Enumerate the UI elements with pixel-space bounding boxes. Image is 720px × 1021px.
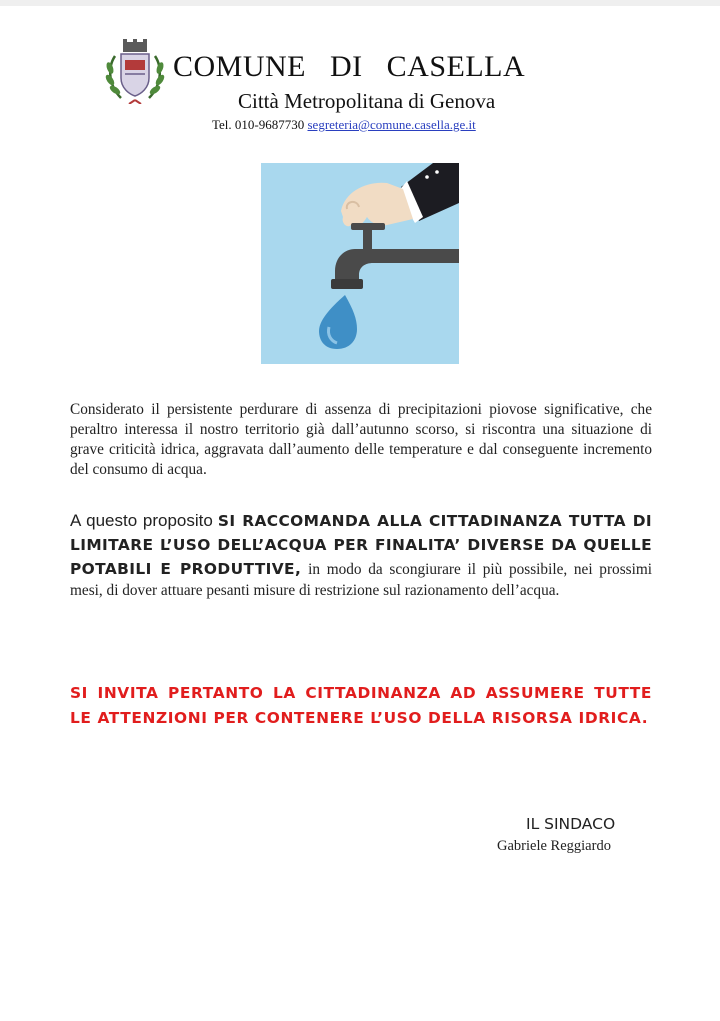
top-edge-bar <box>0 0 720 6</box>
dripping-tap-icon <box>261 163 459 364</box>
paragraph-recommendation <box>70 509 652 601</box>
recommendation-emphasis: SI RACCOMANDA ALLA CITTADINANZA TUTTA DI LIMITARE L’USO DELL’ACQUA PER FINALITA’ DIVERSE DA QUELLE POTABILI E PRODUTTIVE, <box>70 512 652 578</box>
contact-line <box>212 117 476 133</box>
signature-name: Gabriele Reggiardo <box>497 838 611 854</box>
page-subtitle: Città Metropolitana di Genova <box>238 89 496 113</box>
phone-number: Tel. 010-9687730 <box>212 117 305 132</box>
email-link[interactable]: segreteria@comune.casella.ge.it <box>307 117 476 132</box>
signature-role: IL SINDACO <box>526 815 616 833</box>
paragraph-situation: Considerato il persistente perdurare di assenza di precipitazioni piovose significative, che peraltro interessa il nostro territorio già dall’autunno scorso, si riscontra una situazione di grave criticità idrica, aggravata dall’aumento delle temperature e dal conseguente incremento del consumo di acqua. <box>70 401 652 478</box>
alert-notice: SI INVITA PERTANTO LA CITTADINANZA AD ASSUMERE TUTTE LE ATTENZIONI PER CONTENERE L’USO DELLA RISORSA IDRICA. <box>70 684 652 727</box>
recommendation-rest: in modo da scongiurare il più possibile, nei prossimi mesi, di dover attuare pesanti misure di restrizione sul razionamento dell’acqua. <box>70 561 652 599</box>
page-title: COMUNE DI CASELLA <box>173 50 526 83</box>
recommendation-intro: A questo proposito <box>70 511 213 530</box>
coat-of-arms-icon <box>103 38 167 104</box>
